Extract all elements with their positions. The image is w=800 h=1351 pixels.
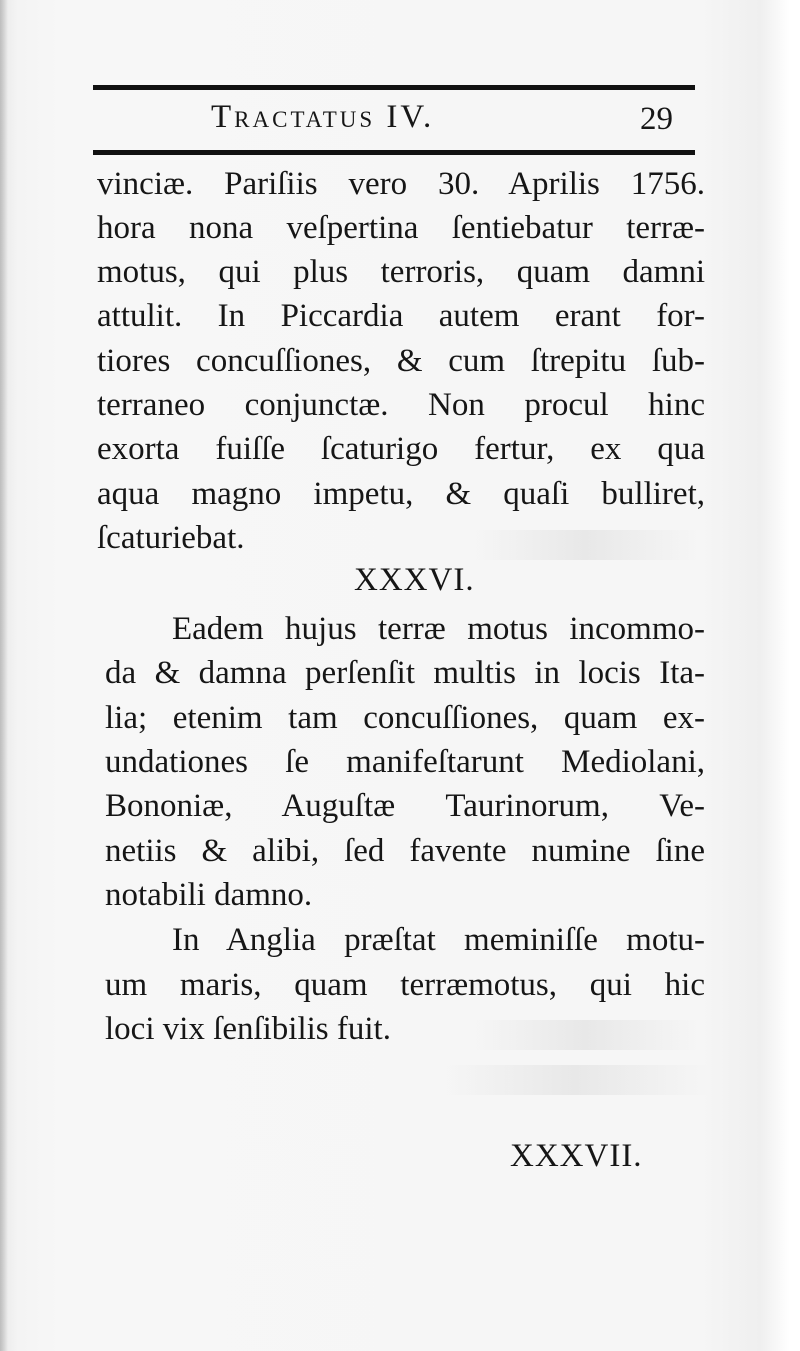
running-head <box>93 92 695 144</box>
text-line: da & damna perſenſit multis in locis Ita- <box>105 655 705 691</box>
section-heading: XXXVII. <box>510 1138 643 1174</box>
page-number: 29 <box>640 101 673 137</box>
text-line: loci vix ſenſibilis fuit. <box>105 1011 391 1047</box>
text-line: exorta fuiſſe ſcaturigo fertur, ex qua <box>97 431 705 467</box>
text-line: attulit. In Piccardia autem erant for- <box>97 298 705 334</box>
text-line: netiis & alibi, ſed favente numine ſine <box>105 833 705 869</box>
section-heading: XXXVI. <box>354 562 475 598</box>
text-line: In Anglia præſtat meminiſſe motu- <box>172 922 705 958</box>
running-head-title: Tractatus IV. <box>211 99 435 135</box>
header-rule-bottom <box>93 150 695 155</box>
gutter-shadow <box>0 0 8 1351</box>
text-line: Bononiæ, Auguſtæ Taurinorum, Ve- <box>105 788 705 824</box>
text-line: tiores concuſſiones, & cum ſtrepitu ſub- <box>97 343 705 379</box>
text-line: terraneo conjunctæ. Non procul hinc <box>97 387 705 423</box>
header-rule-top <box>93 85 695 90</box>
text-line: notabili damno. <box>105 877 313 913</box>
text-line: motus, qui plus terroris, quam damni <box>97 254 705 290</box>
text-line: hora nona veſpertina ſentiebatur terræ- <box>97 210 705 246</box>
text-line: ſcaturiebat. <box>97 520 245 556</box>
text-line: lia; etenim tam concuſſiones, quam ex- <box>105 700 705 736</box>
text-line: aqua magno impetu, & quaſi bulliret, <box>97 476 705 512</box>
show-through <box>440 1065 710 1095</box>
text-line: undationes ſe manifeſtarunt Mediolani, <box>105 744 705 780</box>
text-line: vinciæ. Pariſiis vero 30. Aprilis 1756. <box>97 166 705 202</box>
text-line: um maris, quam terræmotus, qui hic <box>105 967 705 1003</box>
text-line: Eadem hujus terræ motus incommo- <box>172 611 705 647</box>
